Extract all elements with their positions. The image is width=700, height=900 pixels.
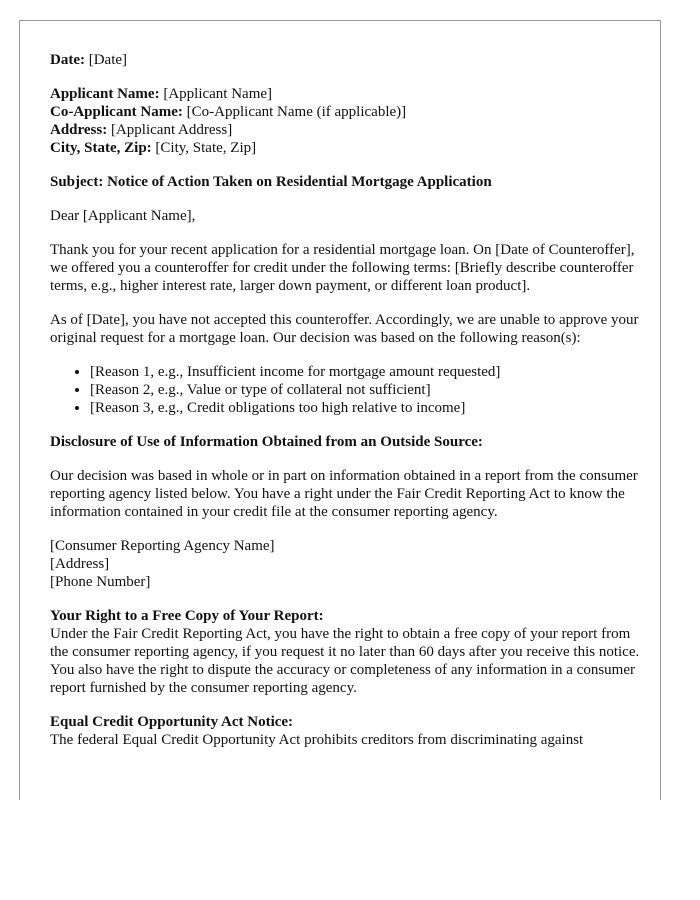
free-copy-text: Under the Fair Credit Reporting Act, you have the right to obtain a free copy of your report from the consumer reporting agency, if you request it no later than 60 days after you receive this notice. You also have the right to dispute the accuracy or completeness of any information in a consumer report furnished by the consumer reporting agency.	[50, 626, 640, 696]
co-applicant-line	[50, 103, 640, 121]
city-state-zip-line	[50, 139, 640, 157]
disclosure-paragraph: Our decision was based in whole or in part on information obtained in a report from the consumer reporting agency listed below. You have a right under the Fair Credit Reporting Act to know the information contained in your credit file at the consumer reporting agency.	[50, 468, 638, 520]
ecoa-text: The federal Equal Credit Opportunity Act prohibits creditors from discriminating against	[50, 732, 584, 748]
disclosure-heading	[50, 433, 640, 451]
city-state-zip-value: [City, State, Zip]	[155, 140, 257, 156]
counteroffer-paragraph: Thank you for your recent application for a residential mortgage loan. On [Date of Counteroffer], we offered you a counteroffer for credit under the following terms: [Briefly describe counteroffer terms, e.g., higher interest rate, larger down payment, or different loan product].	[50, 242, 635, 294]
applicant-value: [Applicant Name]	[163, 86, 273, 102]
address-label: Address:	[50, 122, 108, 138]
letter-content	[50, 51, 640, 765]
decision-paragraph: As of [Date], you have not accepted this counteroffer. Accordingly, we are unable to approve your original request for a mortgage loan. Our decision was based on the following reason(s):	[50, 312, 639, 346]
reason-item: • [Reason 2, e.g., Value or type of collateral not sufficient]	[90, 381, 640, 399]
agency-name: [Consumer Reporting Agency Name]	[50, 538, 275, 554]
free-copy-section	[50, 607, 640, 697]
date-line	[50, 51, 640, 69]
agency-phone: [Phone Number]	[50, 574, 151, 590]
city-state-zip-label: City, State, Zip:	[50, 140, 152, 156]
agency-block	[50, 537, 640, 591]
reasons-list	[50, 363, 640, 417]
date-value: [Date]	[88, 52, 128, 68]
co-applicant-value: [Co-Applicant Name (if applicable)]	[186, 104, 407, 120]
address-value: [Applicant Address]	[110, 122, 233, 138]
subject-line	[50, 173, 640, 191]
ecoa-section	[50, 713, 640, 749]
subject-text: Subject: Notice of Action Taken on Residential Mortgage Application	[50, 174, 492, 190]
address-line	[50, 121, 640, 139]
greeting: Dear [Applicant Name],	[50, 208, 196, 224]
applicant-label: Applicant Name:	[50, 86, 160, 102]
applicant-block	[50, 85, 640, 157]
applicant-line	[50, 85, 640, 103]
date-label: Date:	[50, 52, 85, 68]
ecoa-heading: Equal Credit Opportunity Act Notice:	[50, 714, 294, 730]
co-applicant-label: Co-Applicant Name:	[50, 104, 183, 120]
letter-page	[19, 20, 661, 800]
reason-item: • [Reason 1, e.g., Insufficient income for mortgage amount requested]	[90, 363, 640, 381]
free-copy-heading: Your Right to a Free Copy of Your Report:	[50, 608, 324, 624]
disclosure-heading-text: Disclosure of Use of Information Obtained from an Outside Source:	[50, 434, 483, 450]
agency-address: [Address]	[50, 556, 110, 572]
reason-item: • [Reason 3, e.g., Credit obligations too high relative to income]	[90, 399, 640, 417]
